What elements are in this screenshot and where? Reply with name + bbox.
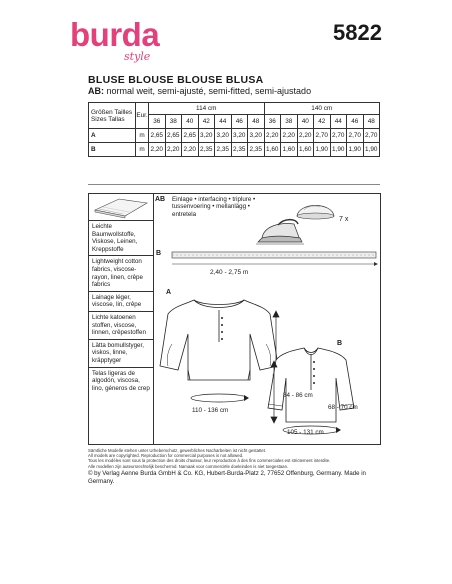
value-cell: 1,60 — [281, 143, 298, 157]
view-a-hem-indicator — [191, 394, 249, 402]
width-group-140: 140 cm — [264, 103, 380, 115]
fabric-text-en: Lightweight cotton fabrics, viscose-rayon, linen, crêpe fabrics — [89, 256, 153, 291]
notions-views-label: AB — [155, 196, 166, 203]
section-divider — [88, 184, 380, 185]
size-cell: 44 — [215, 115, 232, 129]
bias-length: 2,40 - 2,75 m — [210, 269, 249, 276]
size-header-label: Größen Tailles Sizes Tallas — [89, 103, 136, 129]
size-cell: 42 — [314, 115, 331, 129]
fabric-text-de: Leichte Baumwollstoffe, Viskose, Leinen, Kreppstoffe — [89, 221, 153, 256]
bias-strip-icon — [172, 252, 378, 266]
size-cell: 46 — [347, 115, 364, 129]
pattern-number: 5822 — [333, 20, 382, 45]
value-cell: 2,35 — [198, 143, 215, 157]
value-cell: 2,35 — [231, 143, 248, 157]
fit-views-label: AB: — [88, 86, 104, 96]
value-cell: 3,20 — [248, 129, 265, 143]
value-cell: 2,70 — [347, 129, 364, 143]
logo-subtitle: style — [124, 50, 151, 63]
view-a-blouse-drawing — [160, 300, 278, 380]
eur-header: Eur. — [136, 103, 149, 129]
folded-fabric-icon — [89, 194, 153, 221]
view-b-hem: 105 - 131 cm — [287, 429, 324, 436]
value-cell: 1,90 — [314, 143, 331, 157]
fabric-text-fr: Lainage léger, viscose, lin, crêpe — [89, 292, 153, 312]
value-cell: 2,20 — [264, 129, 281, 143]
fit-description — [88, 86, 311, 96]
value-cell: 1,60 — [264, 143, 281, 157]
table-row — [89, 143, 380, 157]
legal-footer — [88, 448, 388, 486]
size-cell: 40 — [297, 115, 314, 129]
value-cell: 1,90 — [330, 143, 347, 157]
value-cell: 2,20 — [165, 143, 182, 157]
size-cell: 36 — [149, 115, 166, 129]
burda-style-logo — [70, 18, 160, 62]
value-cell: 2,70 — [363, 129, 380, 143]
button-count: 7 x — [339, 216, 349, 223]
fabric-text-sv: Lätta bomullstyger, viskos, linne, kräpptyger — [89, 340, 153, 368]
value-cell: 2,35 — [248, 143, 265, 157]
size-cell: 38 — [165, 115, 182, 129]
value-cell: 2,20 — [182, 143, 199, 157]
value-cell: 2,65 — [149, 129, 166, 143]
view-b-label: B — [337, 340, 343, 347]
value-cell: 2,70 — [330, 129, 347, 143]
size-cell: 42 — [198, 115, 215, 129]
size-cell: 48 — [248, 115, 265, 129]
fabric-recommendations — [88, 193, 154, 445]
legal-line: Alle modellen zijn auteursrechtelijk beschermd. Namaak voor commerciële doeleinden is niet toegestaan. — [88, 463, 289, 469]
size-cell: 46 — [231, 115, 248, 129]
value-cell: 1,90 — [363, 143, 380, 157]
legal-line: Tous les modèles sont sous la protection des droits d'auteur, leur reproduction à des fins commerciales est strictement interdite. — [88, 458, 331, 464]
interfacing-text: Einlage • interfacing • triplure • tussenvoering • mellanlägg • entretela — [172, 196, 256, 218]
iron-icon — [256, 220, 304, 244]
size-cell: 40 — [182, 115, 199, 129]
value-cell: 2,20 — [149, 143, 166, 157]
fabric-requirement-table — [88, 102, 380, 157]
value-cell: 2,20 — [297, 129, 314, 143]
size-cell: 44 — [330, 115, 347, 129]
view-a-length: 84 - 86 cm — [283, 392, 313, 399]
unit-cell: m — [136, 129, 149, 143]
unit-cell: m — [136, 143, 149, 157]
legal-line: All models are copyrighted. Reproduction for commercial purposes is not allowed. — [88, 453, 244, 459]
value-cell: 2,65 — [182, 129, 199, 143]
copyright-notice: © by Verlag Aenne Burda GmbH & Co. KG, Hubert-Burda-Platz 2, 77652 Offenburg, Germany. Made in Germany. — [88, 469, 366, 485]
size-cell: 36 — [264, 115, 281, 129]
view-b-length: 68 - 70 cm — [328, 404, 358, 411]
view-a-hem: 110 - 136 cm — [192, 407, 229, 414]
fit-text: normal weit, semi-ajusté, semi-fitted, semi-ajustado — [104, 86, 312, 96]
value-cell: 3,20 — [198, 129, 215, 143]
value-cell: 1,90 — [347, 143, 364, 157]
button-icon — [297, 206, 334, 220]
fabric-text-nl: Lichte katoenen stoffen, viscose, linnen, crêpestoffen — [89, 312, 153, 340]
value-cell: 2,20 — [281, 129, 298, 143]
value-cell: 3,20 — [231, 129, 248, 143]
row-label: A — [89, 129, 136, 143]
fabric-text-es: Telas ligeras de algodón, viscosa, lino, géneros de crep — [92, 369, 150, 392]
legal-line: Sämtliche Modelle stehen unter Urheberschutz, gewerbliches Nacharbeiten ist nicht gestattet. — [88, 448, 267, 453]
garment-title: BLUSE BLOUSE BLOUSE BLUSA — [88, 74, 264, 86]
size-cell: 38 — [281, 115, 298, 129]
width-group-114: 114 cm — [149, 103, 265, 115]
notions-and-views-panel — [152, 193, 381, 445]
logo-wordmark: burda — [70, 16, 160, 53]
table-row — [89, 129, 380, 143]
size-cell: 48 — [363, 115, 380, 129]
bias-view-label: B — [156, 250, 162, 257]
view-a-label: A — [166, 289, 172, 296]
value-cell: 2,65 — [165, 129, 182, 143]
value-cell: 2,35 — [215, 143, 232, 157]
value-cell: 2,70 — [314, 129, 331, 143]
value-cell: 3,20 — [215, 129, 232, 143]
value-cell: 1,60 — [297, 143, 314, 157]
row-label: B — [89, 143, 136, 157]
